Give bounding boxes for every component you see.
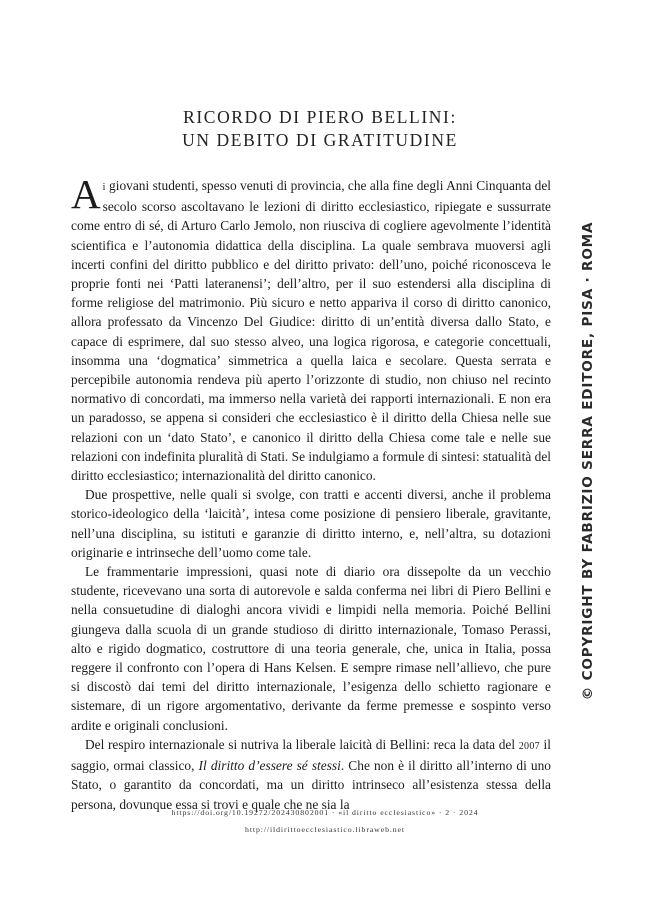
paragraph-4 — [71, 735, 551, 814]
copyright-text: © COPYRIGHT BY FABRIZIO SERRA EDITORE, PISA · ROMA — [580, 221, 596, 701]
paragraph-4-text-b: il saggio, ormai classico, — [71, 736, 551, 774]
footer-url: http://ildirittoecclesiastico.libraweb.net — [245, 825, 405, 834]
year: 2007 — [518, 740, 540, 752]
paragraph-1-text: giovani studenti, spesso venuti di provincia, che alla fine degli Anni Cinquanta del secolo scorso ascoltavano le lezioni di diritto ecclesiastico, ripiegate e sussurrate come entro di sé, di Arturo Carlo Jemolo, non riusciva di cogliere agevolmente l’identità scientifica e l’autonomia didattica della disciplina. La quale sembrava muoversi agli incerti confini del diritto pubblico e del diritto privato: dell’uno, poiché riconosceva le proprie fonti nei ‘Patti lateranensi’; dell’altro, per il suo estendersi alla disciplina di forme religiose del matrimonio. Più sicuro e netto appariva il corso di diritto canonico, allora professato da Vincenzo Del Giudice: diritto di un’entità diversa dallo Stato, e capace di esprimere, dal suo stesso alveo, una logica rigorosa, e categorie concettuali, insomma una ‘dogmatica’ simmetrica a quella laica e secolare. Questa serrata e percepibile autonomia rendeva più aperto l’orizzonte di studio, non chiuso nel recinto normativo di concordati, ma immerso nella varietà dei rapporti internazionali. E non era un paradosso, se appena si consideri che ecclesiastico è il diritto della Chiesa nelle sue relazioni con un ‘dato Stato’, e canonico il diritto della Chiesa come tale e nelle sue relazioni con indefinita pluralità di Stati. Se indulgiamo a formule di sintesi: statualità del diritto ecclesiastico; internazionalità del diritto canonico. — [71, 178, 551, 484]
title-line-1: RICORDO DI PIERO BELLINI: — [183, 107, 457, 127]
copyright-notice — [580, 221, 596, 701]
article-title — [70, 106, 570, 152]
paragraph-4-text-a: Del respiro internazionale si nutriva la liberale laicità di Bellini: reca la data del — [85, 736, 519, 752]
paragraph-4-text-c: . Che non è il diritto all’interno di uno Stato, o garantito da concordati, ma un diritto intrinseco all’esistenza stessa della persona, dovunque essa si trovi e quale che ne sia la — [71, 758, 551, 812]
article-body — [71, 171, 551, 814]
paragraph-1-opening: i — [102, 182, 106, 193]
work-title: Il diritto d’essere sé stessi — [198, 758, 341, 774]
paragraph-2: Due prospettive, nelle quali si svolge, con tratti e accenti diversi, anche il problema storico-ideologico della ‘laicità’, intesa come posizione di pensiero liberale, gravitante, nell’una disciplina, su istituti e garanzie di diritto interno, e, nell’altra, su dotazioni originarie e intrinseche dell’uomo come tale. — [71, 487, 551, 560]
paragraph-3: Le frammentarie impressioni, quasi note di diario ora dissepolte da un vecchio studente, ricevevano una sorta di autorevole e salda conferma nei libri di Piero Bellini e nella consuetudine di dialoghi ancora vividi e limpidi nella memoria. Poiché Bellini giungeva dalla scuola di un grande studioso di diritto internazionale, Tomaso Perassi, alto e rigido dogmatico, costruttore di una teoria generale, che, unica in Italia, possa reggere il confronto con l’opera di Hans Kelsen. E sempre rimase nell’allievo, che pure si discostò dai temi del diritto internazionale, l’esigenza dello schietto ragionare e sistemare, di un rigore argomentativo, derivante da ferme premesse e sospinto verso ardite e originali conclusioni. — [71, 564, 551, 733]
paragraph-1 — [71, 171, 551, 485]
drop-cap: A — [71, 171, 101, 217]
footer-doi: https://doi.org/10.19272/202430802001 · «il diritto ecclesiastico» · 2 · 2024 — [171, 808, 479, 817]
title-line-2: UN DEBITO DI GRATITUDINE — [182, 130, 458, 150]
